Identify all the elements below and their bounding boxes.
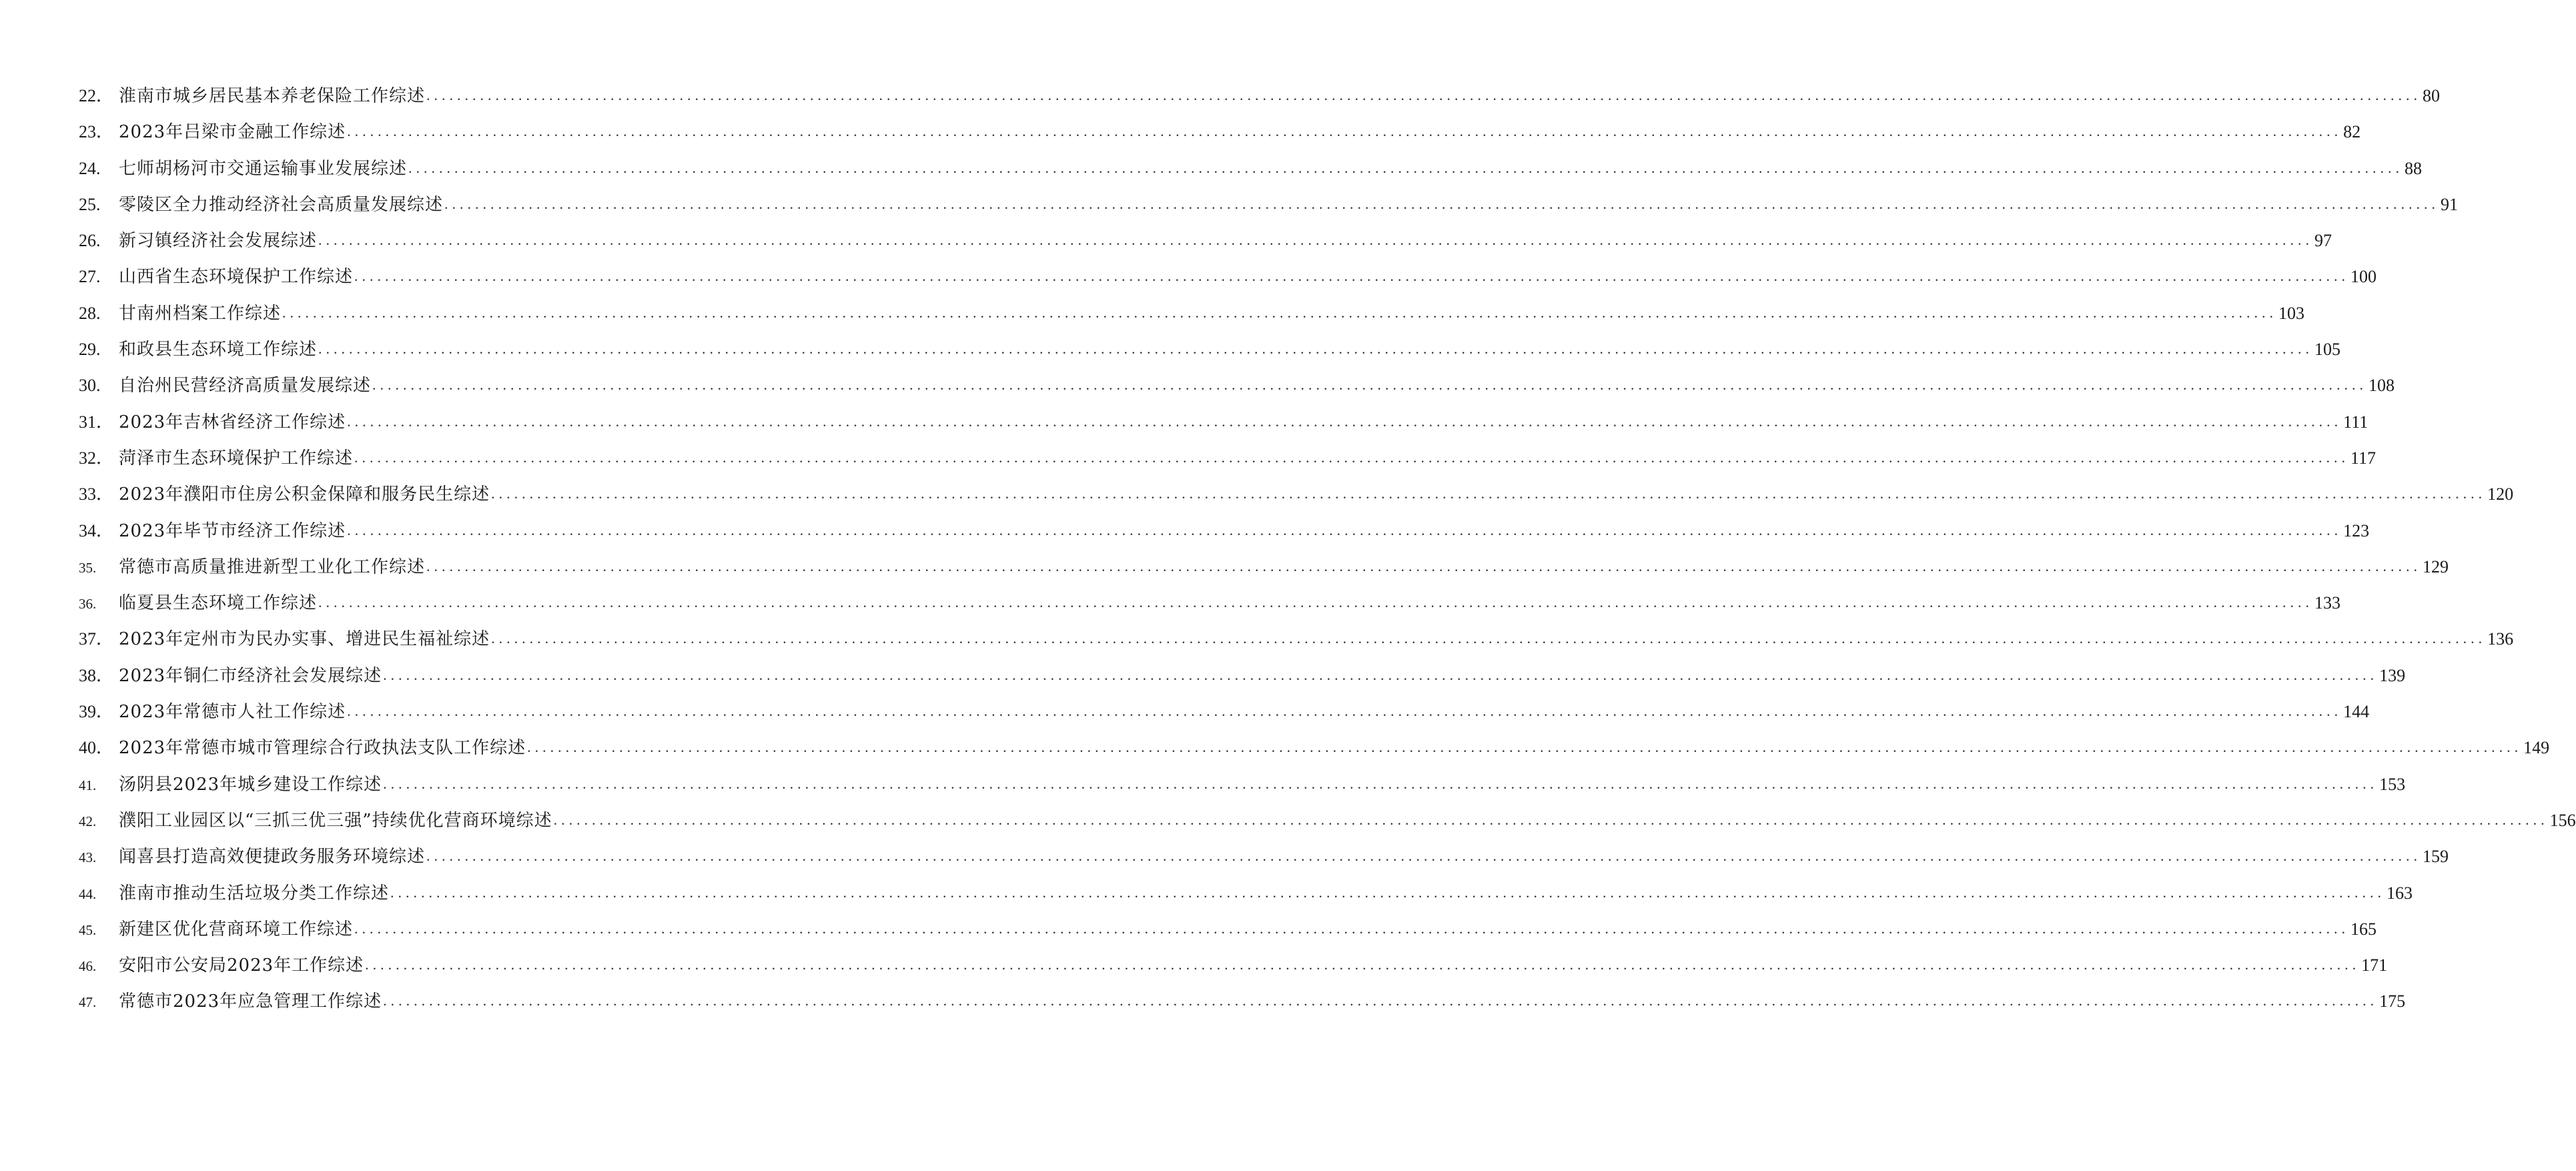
toc-entry-title: 和政县生态环境工作综述 xyxy=(119,340,318,360)
toc-entry-number: 37． xyxy=(79,629,114,649)
toc-dot-leader xyxy=(527,737,2522,758)
toc-entry-page-number: 144 xyxy=(2343,702,2370,722)
toc-entry-title: 2023年铜仁市经济社会发展综述 xyxy=(119,665,382,686)
toc-entry-page-number: 163 xyxy=(2387,883,2413,903)
toc-entry-number: 36. xyxy=(79,596,97,613)
toc-entry[interactable] xyxy=(79,158,2423,194)
toc-entry-title: 淮南市城乡居民基本养老保险工作综述 xyxy=(119,86,426,106)
toc-entry-title: 汤阴县2023年城乡建设工作综述 xyxy=(119,774,382,795)
toc-entry-title: 临夏县生态环境工作综述 xyxy=(119,593,318,614)
toc-entry-title: 2023年常德市人社工作综述 xyxy=(119,702,346,723)
toc-entry-page-number: 136 xyxy=(2487,629,2514,649)
toc-entry-page-number: 120 xyxy=(2487,484,2514,504)
toc-entry-number: 32． xyxy=(79,448,114,468)
toc-entry-page-number: 97 xyxy=(2314,231,2332,251)
toc-entry-page-number: 171 xyxy=(2361,955,2388,975)
toc-dot-leader xyxy=(426,85,2421,106)
toc-entry-page-number: 80 xyxy=(2423,86,2441,105)
toc-entry-title: 2023年常德市城市管理综合行政执法支队工作综述 xyxy=(119,738,526,759)
toc-entry[interactable] xyxy=(79,665,2406,701)
toc-entry-number: 34． xyxy=(79,520,114,540)
toc-entry-number: 45. xyxy=(79,921,97,938)
toc-entry-page-number: 105 xyxy=(2314,340,2341,360)
toc-entry-title: 山西省生态环境保护工作综述 xyxy=(119,267,354,288)
toc-entry-number: 26. xyxy=(79,231,101,251)
toc-entry-number: 35. xyxy=(79,559,97,576)
toc-entry[interactable] xyxy=(79,774,2406,810)
toc-dot-leader xyxy=(347,701,2342,722)
toc-entry[interactable] xyxy=(79,919,2377,955)
toc-dot-leader xyxy=(554,809,2549,831)
toc-entry[interactable] xyxy=(79,375,2395,411)
toc-entry[interactable] xyxy=(79,121,2361,157)
toc-entry-title: 甘南州档案工作综述 xyxy=(119,303,282,324)
toc-dot-leader xyxy=(491,483,2486,504)
toc-dot-leader xyxy=(408,157,2403,179)
toc-dot-leader xyxy=(354,918,2349,939)
toc-entry-title: 菏泽市生态环境保护工作综述 xyxy=(119,448,354,468)
toc-dot-leader xyxy=(282,302,2277,324)
toc-entry[interactable] xyxy=(79,556,2449,593)
toc-entry[interactable] xyxy=(79,230,2332,266)
toc-entry[interactable] xyxy=(79,303,2305,339)
toc-entry-number: 33． xyxy=(79,484,114,504)
toc-entry-number: 23． xyxy=(79,122,114,142)
toc-dot-leader xyxy=(383,773,2378,795)
toc-entry[interactable] xyxy=(79,883,2413,919)
toc-entry-page-number: 175 xyxy=(2379,992,2406,1012)
toc-entry-page-number: 139 xyxy=(2379,665,2406,685)
toc-entry-title: 自治州民营经济高质量发展综述 xyxy=(119,376,372,396)
toc-entry-page-number: 133 xyxy=(2314,593,2341,613)
toc-dot-leader xyxy=(347,411,2342,432)
toc-dot-leader xyxy=(347,121,2342,142)
toc-entry-page-number: 129 xyxy=(2423,556,2449,576)
toc-entry[interactable] xyxy=(79,846,2449,882)
toc-entry-page-number: 111 xyxy=(2343,412,2369,432)
toc-entry[interactable] xyxy=(79,85,2441,121)
toc-dot-leader xyxy=(383,990,2378,1012)
toc-entry-title: 安阳市公安局2023年工作综述 xyxy=(119,955,364,976)
toc-entry-number: 28. xyxy=(79,303,101,323)
toc-entry-number: 41. xyxy=(79,777,97,793)
toc-dot-leader xyxy=(372,374,2367,396)
toc-entry-title: 常德市高质量推进新型工业化工作综述 xyxy=(119,556,426,577)
toc-entry-page-number: 159 xyxy=(2423,847,2449,867)
toc-entry-number: 44. xyxy=(79,885,97,902)
toc-entry[interactable] xyxy=(79,810,2576,846)
toc-entry-title: 新习镇经济社会发展综述 xyxy=(119,231,318,252)
toc-entry-number: 24. xyxy=(79,158,101,178)
toc-dot-leader xyxy=(383,665,2378,686)
toc-entry[interactable] xyxy=(79,266,2377,302)
toc-dot-leader xyxy=(426,845,2421,867)
toc-entry-title: 2023年濮阳市住房公积金保障和服务民生综述 xyxy=(119,484,490,505)
toc-entry[interactable] xyxy=(79,955,2388,991)
toc-entry-title: 2023年定州市为民办实事、增进民生福祉综述 xyxy=(119,629,490,650)
toc-dot-leader xyxy=(354,447,2349,468)
toc-entry-page-number: 165 xyxy=(2350,919,2377,939)
toc-entry-number: 22． xyxy=(79,86,114,105)
toc-entry-number: 46. xyxy=(79,958,97,975)
toc-entry[interactable] xyxy=(79,339,2341,375)
toc-entry[interactable] xyxy=(79,520,2370,556)
toc-dot-leader xyxy=(365,954,2360,975)
toc-entry-page-number: 82 xyxy=(2343,122,2361,142)
toc-dot-leader xyxy=(390,882,2385,903)
toc-entry-title: 闻喜县打造高效便捷政务服务环境综述 xyxy=(119,847,426,867)
toc-dot-leader xyxy=(426,556,2421,577)
toc-entry-title: 2023年吉林省经济工作综述 xyxy=(119,412,346,432)
toc-dot-leader xyxy=(318,592,2313,613)
toc-entry-title: 濮阳工业园区以“三抓三优三强”持续优化营商环境综述 xyxy=(119,810,552,831)
toc-dot-leader xyxy=(444,193,2439,215)
toc-entry[interactable] xyxy=(79,593,2341,629)
toc-entry[interactable] xyxy=(79,412,2369,448)
table-of-contents xyxy=(79,85,2576,1028)
toc-entry-number: 29. xyxy=(79,340,101,360)
toc-dot-leader xyxy=(318,230,2313,251)
toc-entry-page-number: 153 xyxy=(2379,774,2406,794)
toc-entry-title: 2023年毕节市经济工作综述 xyxy=(119,520,346,541)
toc-entry-title: 零陵区全力推动经济社会高质量发展综述 xyxy=(119,194,444,215)
toc-entry-number: 27. xyxy=(79,267,101,287)
toc-dot-leader xyxy=(354,266,2349,287)
toc-entry-title: 淮南市推动生活垃圾分类工作综述 xyxy=(119,883,390,903)
toc-entry[interactable] xyxy=(79,448,2377,484)
toc-entry[interactable] xyxy=(79,701,2370,737)
toc-entry-number: 25. xyxy=(79,194,101,214)
toc-entry[interactable] xyxy=(79,484,2514,520)
toc-entry-title: 新建区优化营商环境工作综述 xyxy=(119,919,354,939)
toc-entry-title: 常德市2023年应急管理工作综述 xyxy=(119,992,382,1012)
toc-dot-leader xyxy=(491,628,2486,649)
toc-entry[interactable] xyxy=(79,194,2459,230)
toc-entry-number: 31． xyxy=(79,412,114,432)
toc-entry-page-number: 149 xyxy=(2523,738,2550,758)
toc-entry-number: 42. xyxy=(79,813,97,829)
toc-dot-leader xyxy=(318,338,2313,360)
toc-entry-page-number: 108 xyxy=(2369,376,2395,396)
toc-entry-page-number: 100 xyxy=(2350,267,2377,287)
toc-entry-page-number: 103 xyxy=(2278,303,2305,323)
toc-entry[interactable] xyxy=(79,737,2550,773)
toc-entry-page-number: 123 xyxy=(2343,520,2370,540)
toc-entry[interactable] xyxy=(79,629,2514,665)
toc-entry-page-number: 117 xyxy=(2350,448,2377,468)
toc-entry-page-number: 156 xyxy=(2549,810,2576,830)
toc-entry[interactable] xyxy=(79,991,2406,1027)
toc-dot-leader xyxy=(347,520,2342,541)
toc-entry-page-number: 88 xyxy=(2405,158,2423,178)
toc-entry-number: 43. xyxy=(79,849,97,866)
toc-entry-number: 40． xyxy=(79,738,114,758)
toc-entry-title: 2023年吕梁市金融工作综述 xyxy=(119,122,346,143)
toc-entry-number: 47. xyxy=(79,994,97,1011)
toc-entry-number: 38． xyxy=(79,665,114,685)
toc-entry-number: 30. xyxy=(79,376,101,396)
toc-entry-title: 七师胡杨河市交通运输事业发展综述 xyxy=(119,158,408,179)
toc-entry-page-number: 91 xyxy=(2441,194,2459,214)
toc-entry-number: 39． xyxy=(79,702,114,722)
